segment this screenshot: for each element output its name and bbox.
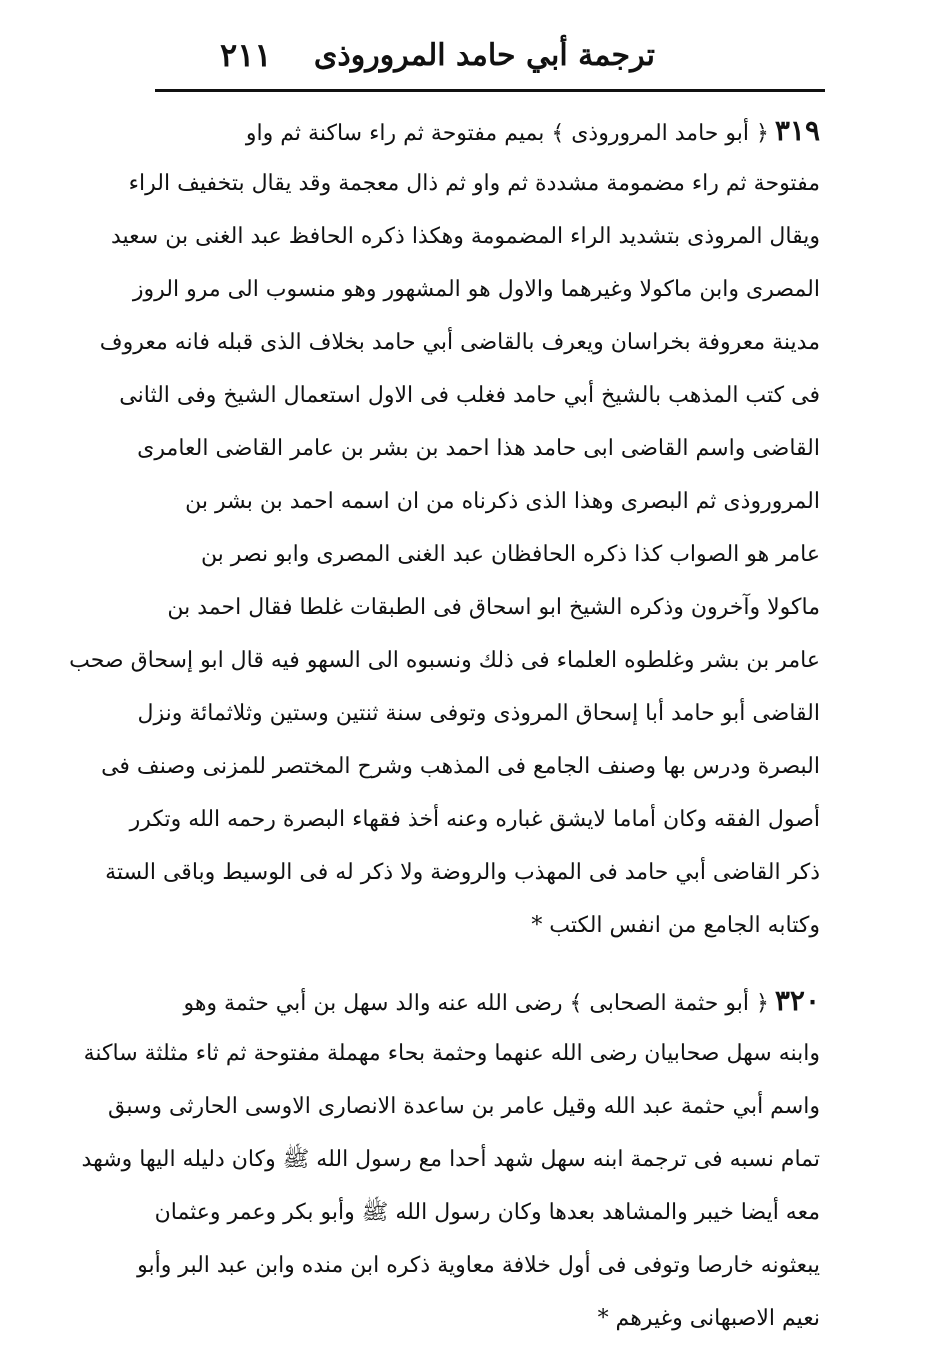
text-line: يبعثونه خارصا وتوفى فى أول خلافة معاوية ذكره ابن منده وابن عبد البر وأبو (137, 1253, 820, 1278)
page-body (69, 104, 820, 1345)
text-line: وكتابه الجامع من انفس الكتب * (531, 913, 820, 938)
text-line: القاضى واسم القاضى ابى حامد هذا احمد بن بشر بن عامر القاضى العامرى (137, 436, 820, 461)
entry-319 (69, 104, 820, 952)
text-line: ذكر القاضى أبي حامد فى المهذب والروضة ولا ذكر له فى الوسيط وباقى الستة (105, 860, 820, 885)
text-line: ٣٢٠﴿ أبو حثمة الصحابى ﴾ رضى الله عنه والد سهل بن أبي حثمة وهو (183, 984, 820, 1017)
running-title: ترجمة أبي حامد المروروذى (313, 38, 655, 73)
text-line: عامر بن بشر وغلطوه العلماء فى ذلك ونسبوه الى السهو فيه قال ابو إسحاق صحب (69, 648, 820, 673)
text-line: وابنه سهل صحابيان رضى الله عنهما وحثمة بحاء مهملة مفتوحة ثم ثاء مثلثة ساكنة (83, 1041, 820, 1066)
header-rule (155, 89, 825, 92)
entry-number: ٣٢٠ (774, 984, 820, 1017)
text-line: المصرى وابن ماكولا وغيرهما والاول هو المشهور وهو منسوب الى مرو الروز (132, 277, 820, 302)
entry-320 (81, 974, 820, 1345)
text-line: عامر هو الصواب كذا ذكره الحافظان عبد الغنى المصرى وابو نصر بن (200, 542, 820, 567)
text-line: ماكولا وآخرون وذكره الشيخ ابو اسحاق فى الطبقات غلطا فقال احمد بن (167, 595, 820, 620)
text-line: معه أيضا خيبر والمشاهد بعدها وكان رسول الله ﷺ وأبو بكر وعمر وعثمان (154, 1200, 820, 1225)
text-line: مفتوحة ثم راء مضمومة مشددة ثم واو ثم ذال معجمة وقد يقال بتخفيف الراء (128, 171, 820, 196)
text-line: واسم أبي حثمة عبد الله وقيل عامر بن ساعدة الانصارى الاوسى الحارثى وسبق (108, 1094, 820, 1119)
text-line: البصرة ودرس بها وصنف الجامع فى المذهب وشرح المختصر للمزنى وصنف فى (101, 754, 820, 779)
text-line: المروروذى ثم البصرى وهذا الذى ذكرناه من ان اسمه احمد بن بشر بن (185, 489, 820, 514)
entry-gap (170, 952, 820, 974)
text-line: تمام نسبه فى ترجمة ابنه سهل شهد أحدا مع رسول الله ﷺ وكان دليله اليها وشهد (81, 1147, 820, 1172)
text-line: ويقال المروذى بتشديد الراء المضمومة وهكذا ذكره الحافظ عبد الغنى بن سعيد (110, 224, 820, 249)
text-line: ٣١٩﴿ أبو حامد المروروذى ﴾ بميم مفتوحة ثم راء ساكنة ثم واو (245, 114, 820, 147)
text-line: مدينة معروفة بخراسان ويعرف بالقاضى أبي حامد بخلاف الذى قبله فانه معروف (99, 330, 820, 355)
text-line: أصول الفقه وكان أماما لايشق غباره وعنه أخذ فقهاء البصرة رحمه الله وتكرر (129, 807, 820, 832)
text-line: نعيم الاصبهانى وغيرهم * (597, 1306, 820, 1331)
page-header (155, 30, 825, 92)
page-number: ٢١١ (220, 36, 272, 74)
text-line: فى كتب المذهب بالشيخ أبي حامد فغلب فى الاول استعمال الشيخ وفى الثانى (119, 383, 820, 408)
text-line: القاضى أبو حامد أبا إسحاق المروذى وتوفى سنة ثنتين وستين وثلاثمائة ونزل (137, 701, 820, 726)
entry-number: ٣١٩ (774, 114, 820, 147)
